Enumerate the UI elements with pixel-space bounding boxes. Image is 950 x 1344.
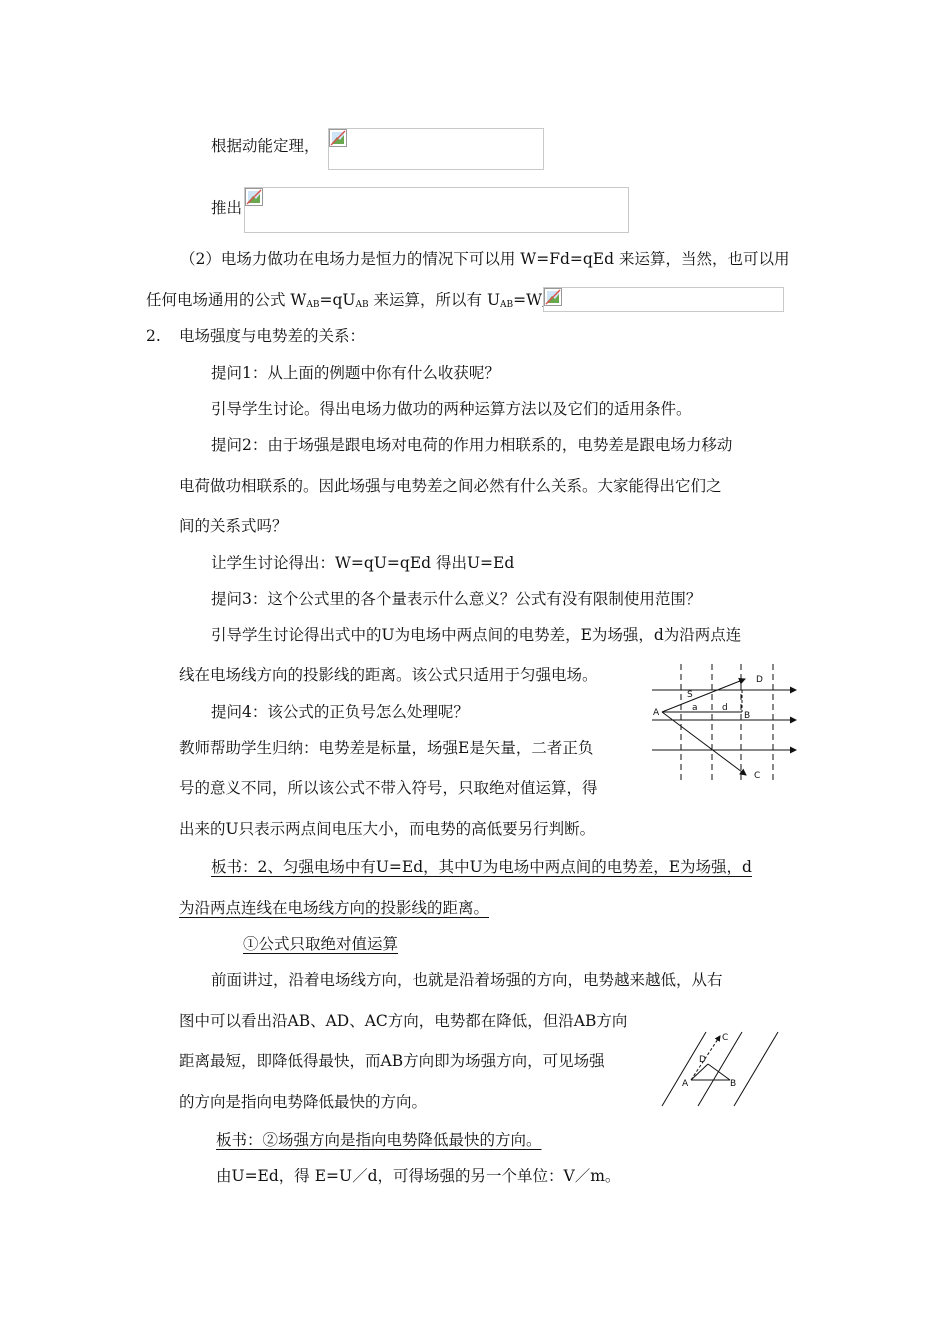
broken-image-icon [245, 188, 263, 206]
section-number: 2. [146, 327, 161, 345]
question-4: 提问4：该公式的正负号怎么处理呢？ [211, 703, 469, 721]
question-3: 提问3：这个公式里的各个量表示什么意义？公式有没有限制使用范围？ [211, 590, 702, 608]
label-D: D [756, 675, 763, 685]
question-2-line1: 提问2：由于场强是跟电场对电荷的作用力相联系的，电势差是跟电场力移动 [211, 436, 733, 454]
previous-line4: 的方向是指向电势降低最快的方向。 [179, 1093, 428, 1111]
board-note-1-item: ①公式只取绝对值运算 [243, 935, 399, 953]
previous-line3: 距离最短，即降低得最快，而AB方向即为场强方向，可见场强 [179, 1052, 605, 1070]
board-note-1-line2: 为沿两点连线在电场线方向的投影线的距离。 [179, 899, 490, 917]
broken-image-icon [544, 288, 562, 306]
label-C: C [754, 771, 761, 781]
label-B: B [744, 711, 751, 721]
unit-derivation: 由U=Ed，得 E=U／d，可得场强的另一个单位：V／m。 [216, 1167, 621, 1185]
board-note-1-line1: 板书：2、匀强电场中有U=Ed，其中U为电场中两点间的电势差，E为场强，d [211, 858, 752, 876]
kinetic-theorem-label: 根据动能定理， [211, 137, 320, 155]
question-1: 提问1：从上面的例题中你有什么收获呢？ [211, 364, 500, 382]
field-lines-diagram-1 [650, 660, 800, 786]
students-derive: 让学生讨论得出：W=qU=qEd 得出U=Ed [211, 554, 515, 572]
para2-line2: 任何电场通用的公式 $W_{AB}=qU_{AB}$ 来运算，所以有 $U_{AB}=W$ [146, 291, 543, 310]
broken-image-icon [329, 129, 347, 147]
equation-image-2 [244, 187, 629, 233]
guide-3-line2: 线在电场线方向的投影线的距离。该公式只适用于匀强电场。 [179, 666, 598, 684]
derive-label: 推出 [211, 199, 243, 217]
teacher-summary-line3: 出来的U只表示两点间电压大小，而电势的高低要另行判断。 [179, 820, 596, 838]
equation-image-1 [328, 128, 544, 170]
label-D: D [699, 1055, 706, 1065]
guide-3-line1: 引导学生讨论得出式中的U为电场中两点间的电势差，E为场强，d为沿两点连 [211, 626, 742, 644]
question-2-line3: 间的关系式吗？ [179, 517, 288, 535]
para2-line1: （2）电场力做功在电场力是恒力的情况下可以用 W=Fd=qEd 来运算，当然，也可以用 [180, 250, 790, 268]
field-lines-diagram-2 [658, 1028, 782, 1110]
teacher-summary-line1: 教师帮助学生归纳：电势差是标量，场强E是矢量，二者正负 [179, 739, 594, 757]
label-S: S [687, 690, 693, 700]
label-A: A [653, 708, 660, 718]
teacher-summary-line2: 号的意义不同，所以该公式不带入符号，只取绝对值运算，得 [179, 779, 598, 797]
board-note-2: 板书：②场强方向是指向电势降低最快的方向。 [216, 1131, 542, 1149]
label-A: A [682, 1079, 689, 1089]
question-2-line2: 电荷做功相联系的。因此场强与电势差之间必然有什么关系。大家能得出它们之 [179, 477, 722, 495]
label-a: a [692, 703, 698, 713]
label-B: B [730, 1079, 737, 1089]
label-d: d [722, 703, 728, 713]
previous-line2: 图中可以看出沿AB、AD、AC方向，电势都在降低，但沿AB方向 [179, 1012, 628, 1030]
equation-image-3 [543, 287, 784, 312]
previous-line1: 前面讲过，沿着电场线方向，也就是沿着场强的方向，电势越来越低，从右 [211, 971, 723, 989]
guide-1: 引导学生讨论。得出电场力做功的两种运算方法以及它们的适用条件。 [211, 400, 692, 418]
section-title: 电场强度与电势差的关系： [179, 327, 366, 345]
label-C: C [722, 1033, 729, 1043]
